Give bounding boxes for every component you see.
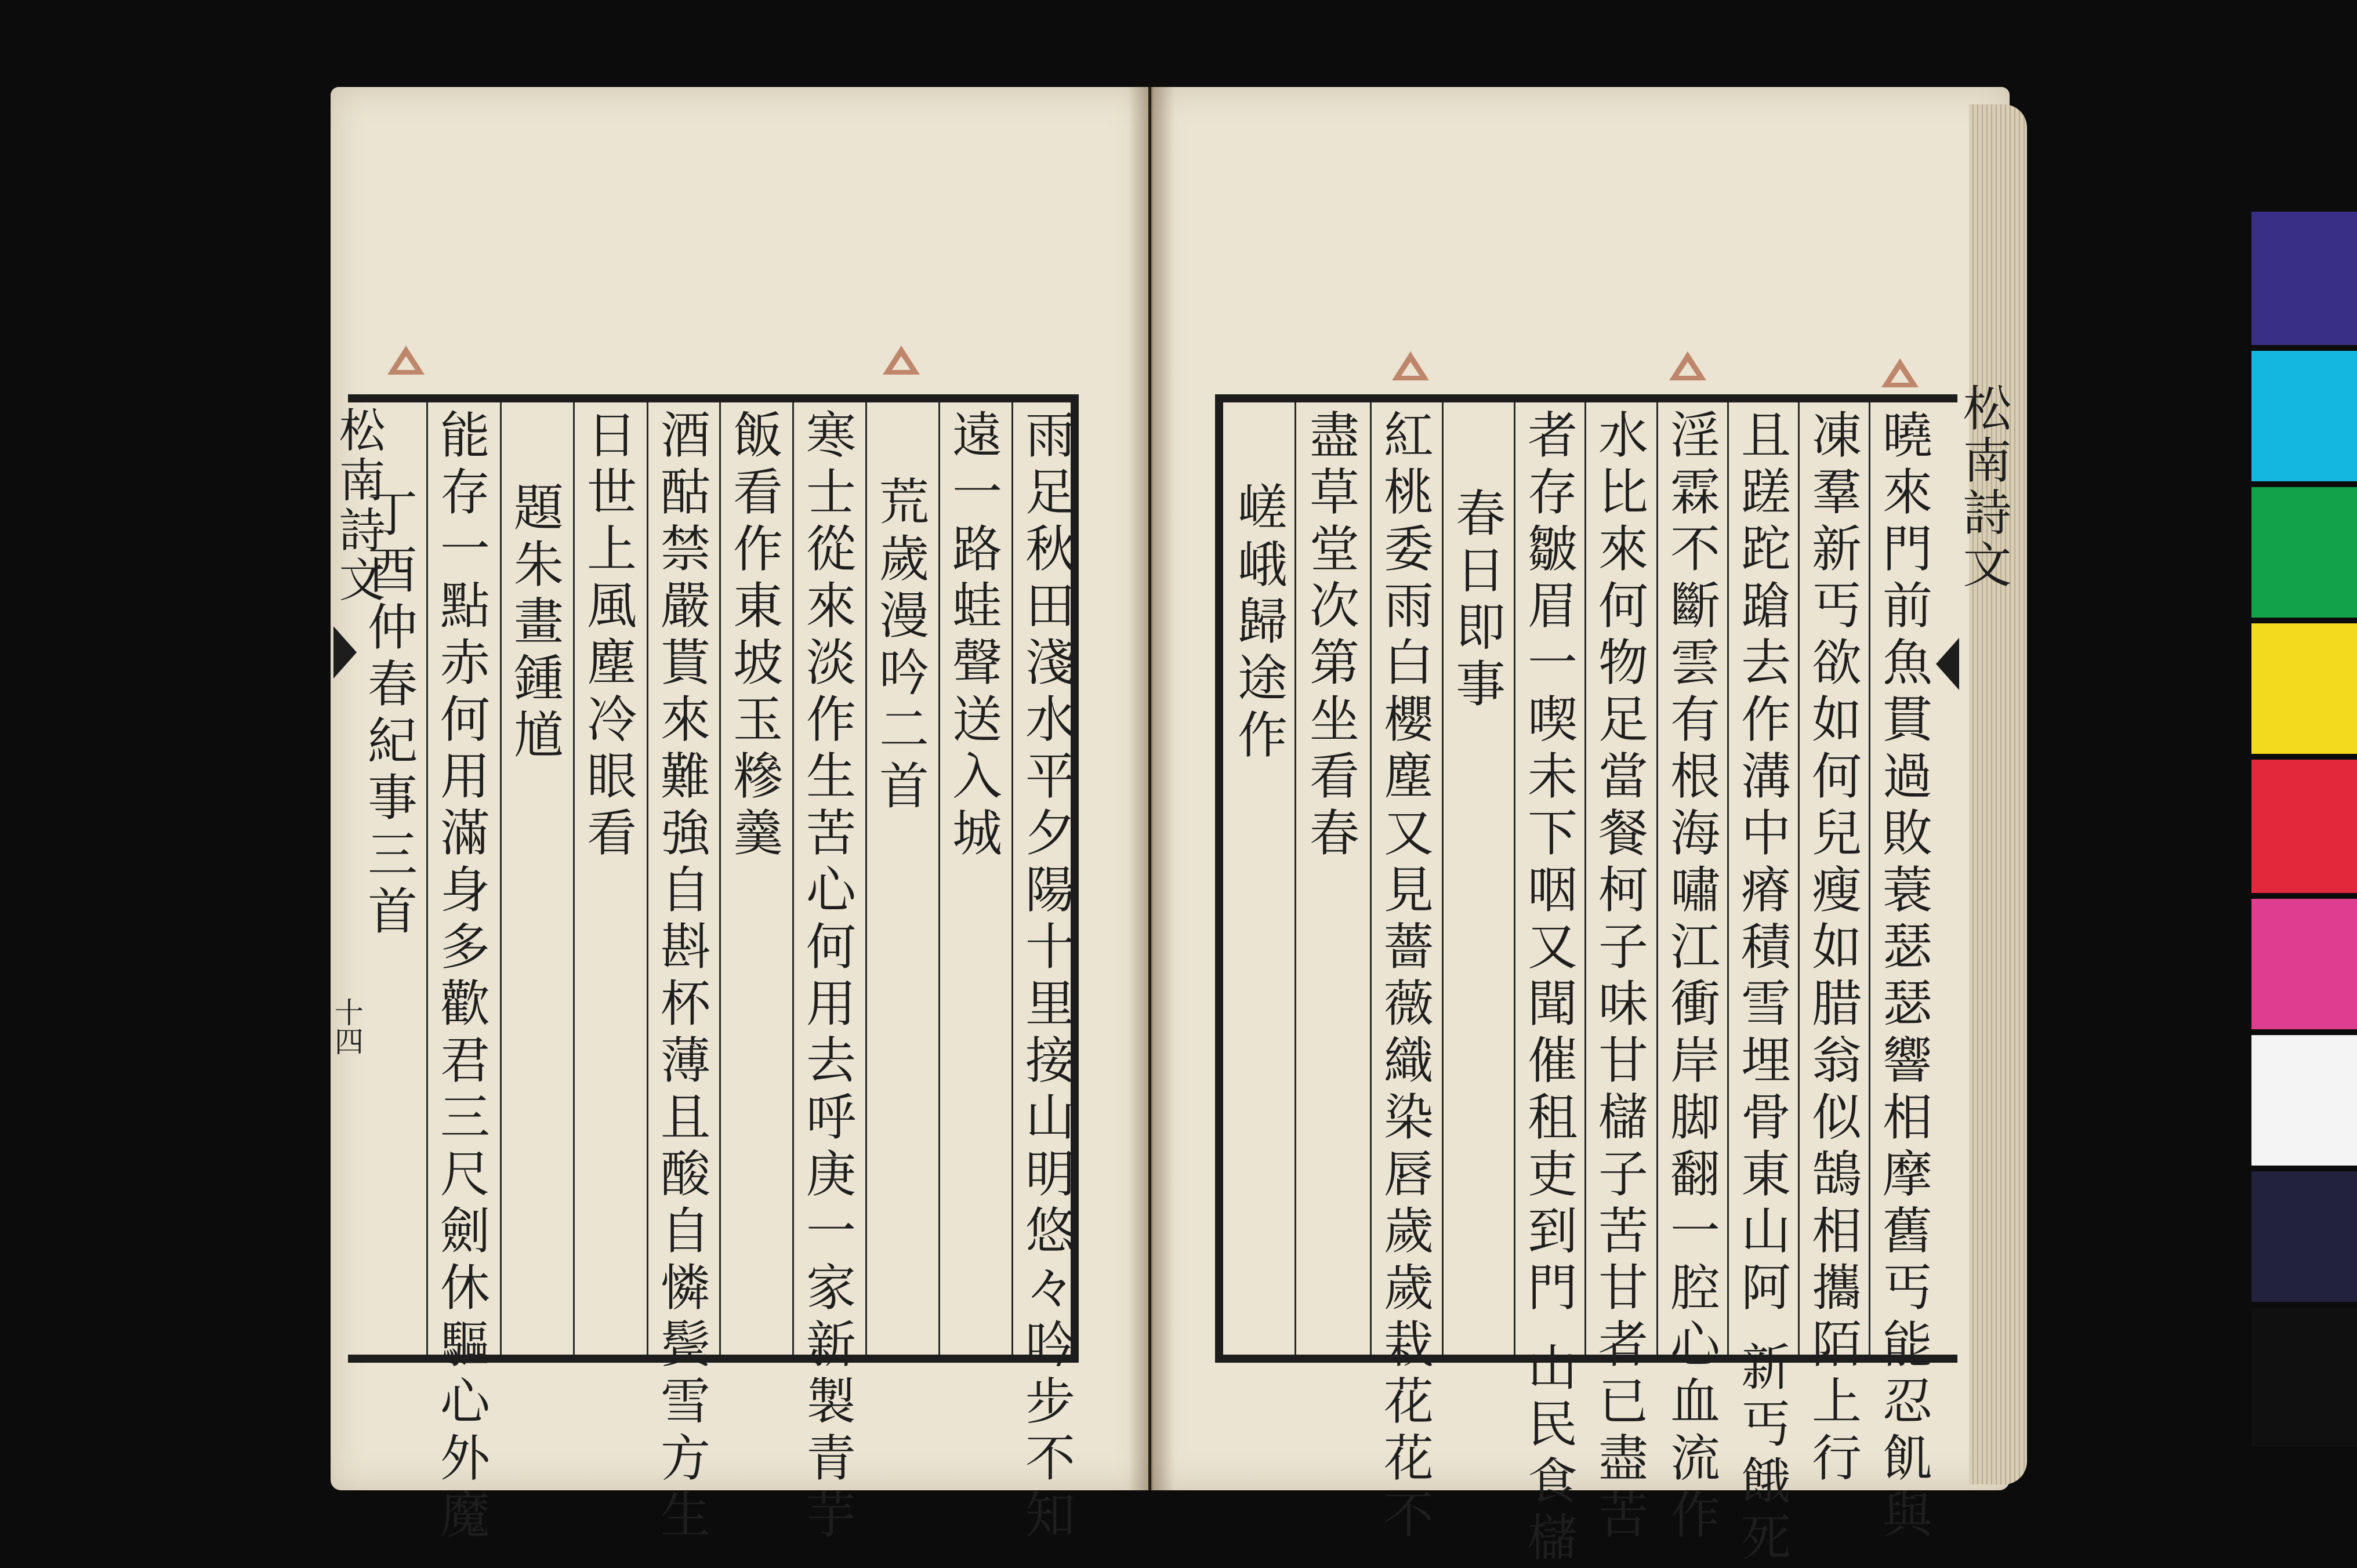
color-swatch bbox=[2251, 1308, 2357, 1447]
margin-mark bbox=[1669, 351, 1706, 380]
text-column: 寒士從來淡作生苦心何用去呼庚一家新製青芋 bbox=[797, 409, 855, 1545]
text-column: 淫霖不斷雲有根海嘯江衝岸脚翻一腔心血流作 bbox=[1662, 409, 1720, 1545]
column-rule bbox=[1514, 402, 1515, 1355]
color-swatch bbox=[2251, 212, 2357, 345]
text-column: 飯看作東坡玉糝羹 bbox=[724, 409, 782, 863]
column-rule bbox=[1370, 402, 1372, 1355]
column-rule bbox=[1294, 402, 1296, 1355]
text-column: 能存一點赤何用滿身多歡君三尺劍休驅心外魔 bbox=[431, 409, 489, 1545]
column-rule bbox=[719, 402, 721, 1355]
column-rule bbox=[573, 402, 575, 1355]
text-column: 荒歲漫吟二首 bbox=[871, 476, 929, 816]
book-gutter bbox=[1128, 87, 1174, 1490]
color-swatch bbox=[2251, 760, 2357, 893]
column-rule bbox=[1798, 402, 1800, 1355]
text-column: 雨足秋田淺水平夕陽十里接山明悠々吟步不知 bbox=[1017, 409, 1075, 1545]
text-column: 且蹉跎蹌去作溝中瘠積雪埋骨東山阿 新丐餓死 bbox=[1732, 409, 1790, 1568]
margin-mark bbox=[1881, 358, 1919, 387]
text-column: 嵯峨歸途作 bbox=[1229, 481, 1287, 765]
fish-tail-mark bbox=[333, 626, 357, 678]
right-spine-title: 松南詩文 bbox=[1955, 383, 2012, 591]
column-rule bbox=[426, 402, 428, 1355]
margin-mark bbox=[387, 346, 425, 375]
text-column: 者存皺眉一喫未下咽又聞催租吏到門 山民食櫧 bbox=[1519, 409, 1577, 1568]
column-rule bbox=[1869, 402, 1870, 1355]
column-rule bbox=[865, 402, 867, 1355]
column-rule bbox=[500, 402, 502, 1355]
text-column: 盡草堂次第坐看春 bbox=[1301, 409, 1359, 863]
column-rule bbox=[1442, 402, 1444, 1355]
text-column: 紅桃委雨白櫻塵又見薔薇織染唇歲歲栽花花不 bbox=[1375, 409, 1433, 1545]
column-rule bbox=[1727, 402, 1729, 1355]
left-spine-title: 松南詩文 bbox=[331, 406, 385, 605]
color-swatch bbox=[2251, 623, 2357, 754]
page-number: 十四 bbox=[330, 997, 364, 1055]
text-column: 水比來何物足當餐柯子味甘櫧子苦甘者已盡苦 bbox=[1590, 409, 1648, 1545]
column-rule bbox=[1584, 402, 1586, 1355]
column-rule bbox=[1656, 402, 1658, 1355]
text-column: 題朱畫鍾馗 bbox=[505, 481, 563, 765]
text-column: 丁酉仲春紀事三首 bbox=[359, 487, 417, 942]
column-rule bbox=[1011, 402, 1013, 1355]
color-swatch bbox=[2251, 487, 2357, 618]
fish-tail-mark bbox=[1936, 638, 1959, 690]
text-column: 凍羣新丐欲如何兒瘦如腊翁似鵠相攜陌上行 bbox=[1803, 409, 1861, 1489]
color-swatch bbox=[2251, 899, 2357, 1029]
text-column: 春日即事 bbox=[1447, 487, 1505, 714]
column-rule bbox=[792, 402, 794, 1355]
text-column: 日世上風塵冷眼看 bbox=[578, 409, 636, 863]
page-edges bbox=[1969, 104, 2027, 1484]
text-column: 曉來門前魚貫過敗蓑瑟瑟響相摩舊丐能忍飢與 bbox=[1874, 409, 1932, 1545]
color-swatch bbox=[2251, 351, 2357, 481]
margin-mark bbox=[883, 346, 920, 375]
text-column: 酒酤禁嚴貰來難強自斟杯薄且酸自憐鬓雪方生 bbox=[652, 409, 710, 1545]
margin-mark bbox=[1392, 351, 1429, 380]
color-swatch bbox=[2251, 1171, 2357, 1302]
column-rule bbox=[938, 402, 940, 1355]
color-swatch bbox=[2251, 1035, 2357, 1166]
text-column: 遠一路蛙聲送入城 bbox=[944, 409, 1002, 863]
column-rule bbox=[647, 402, 648, 1355]
